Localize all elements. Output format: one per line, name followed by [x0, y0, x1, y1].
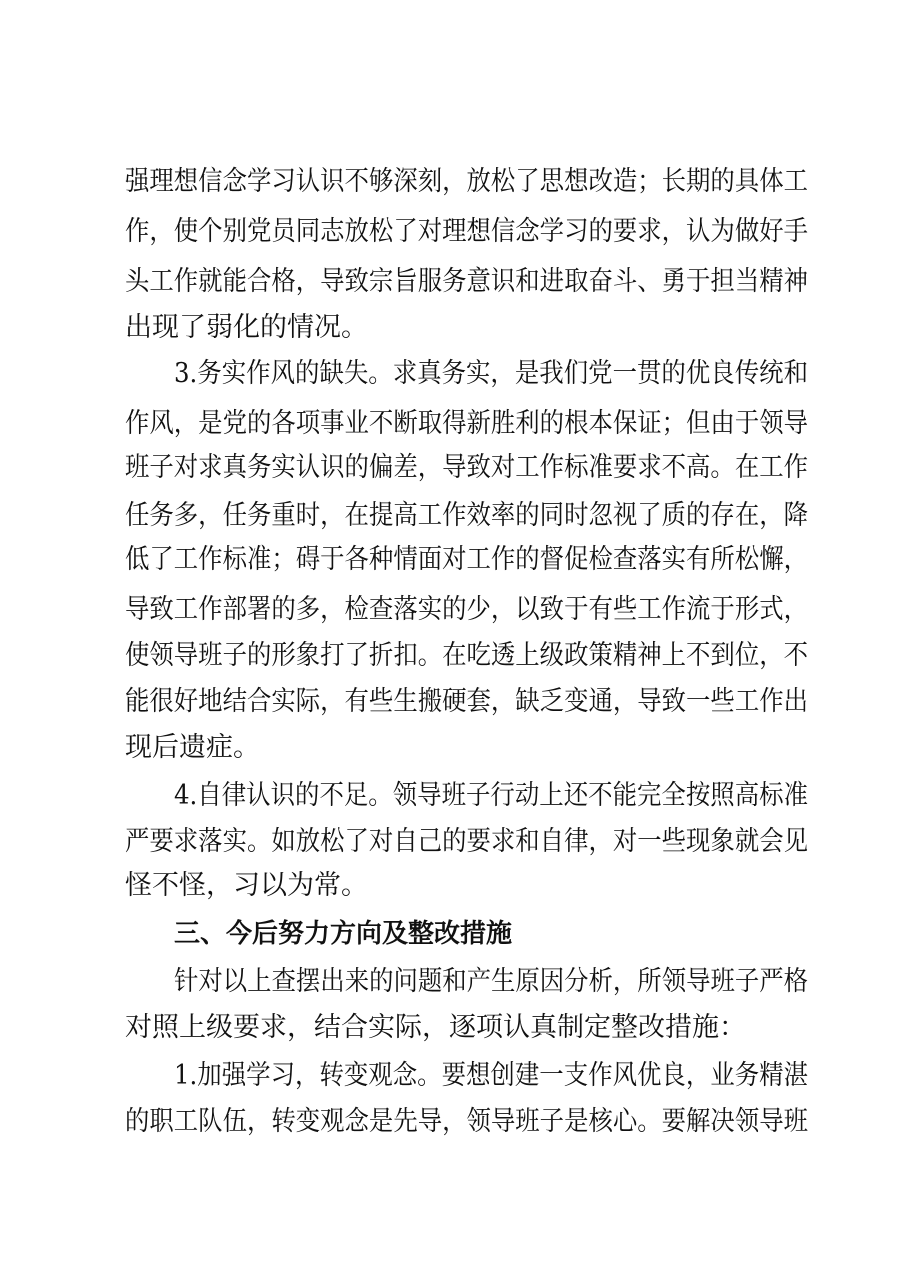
body-text-line	[0, 636, 909, 676]
body-text-line	[0, 448, 909, 488]
section-heading-text: 三、今后努力方向及整改措施	[174, 919, 513, 949]
line-text: 作，使个别党员同志放松了对理想信念学习的要求，认为做好手	[125, 216, 808, 247]
body-text-line	[0, 540, 909, 580]
line-text: 现后遗症。	[125, 732, 260, 763]
line-text: 头工作就能合格，导致宗旨服务意识和进取奋斗、勇于担当精神	[125, 266, 808, 297]
body-text-line	[0, 682, 909, 722]
line-text: 任务多，任务重时，在提高工作效率的同时忽视了质的存在，降	[125, 500, 808, 531]
line-text: 针对以上查摆出来的问题和产生原因分析，所领导班子严格	[174, 966, 808, 997]
body-text-line	[0, 496, 909, 536]
line-text: 对照上级要求，结合实际，逐项认真制定整改措施：	[125, 1012, 746, 1043]
body-text-line	[0, 866, 909, 906]
line-text: 严要求落实。如放松了对自己的要求和自律，对一些现象就会见	[125, 826, 808, 857]
body-text-line	[0, 212, 909, 252]
line-text: 1.加强学习，转变观念。要想创建一支作风优良，业务精湛	[174, 1060, 808, 1091]
line-text: 低了工作标准；碍于各种情面对工作的督促检查落实有所松懈，	[125, 544, 808, 575]
body-text-line	[0, 354, 909, 394]
body-text-line	[0, 728, 909, 768]
line-text: 出现了弱化的情况。	[125, 312, 368, 343]
line-text: 3.务实作风的缺失。求真务实，是我们党一贯的优良传统和	[174, 358, 808, 389]
line-text: 强理想信念学习认识不够深刻，放松了思想改造；长期的具体工	[125, 166, 808, 197]
body-text-line	[0, 404, 909, 444]
line-text: 4.自律认识的不足。领导班子行动上还不能完全按照高标准	[174, 780, 808, 811]
line-text: 的职工队伍，转变观念是先导，领导班子是核心。要解决领导班	[125, 1106, 808, 1137]
body-text-line	[0, 262, 909, 302]
body-text-line	[0, 822, 909, 862]
line-text: 导致工作部署的多，检查落实的少，以致于有些工作流于形式，	[125, 594, 808, 625]
body-text-line	[0, 776, 909, 816]
line-text: 怪不怪，习以为常。	[125, 870, 368, 901]
body-text-line	[0, 1056, 909, 1096]
body-text-line	[0, 162, 909, 202]
line-text: 使领导班子的形象打了折扣。在吃透上级政策精神上不到位，不	[125, 640, 808, 671]
body-text-line	[0, 1008, 909, 1048]
line-text: 能很好地结合实际，有些生搬硬套，缺乏变通，导致一些工作出	[125, 686, 808, 717]
body-text-line	[0, 1102, 909, 1142]
line-text: 作风，是党的各项事业不断取得新胜利的根本保证；但由于领导	[125, 408, 808, 439]
line-text: 班子对求真务实认识的偏差，导致对工作标准要求不高。在工作	[125, 452, 808, 483]
body-text-line	[0, 590, 909, 630]
section-heading	[0, 914, 909, 954]
body-text-line	[0, 962, 909, 1002]
body-text-line	[0, 308, 909, 348]
